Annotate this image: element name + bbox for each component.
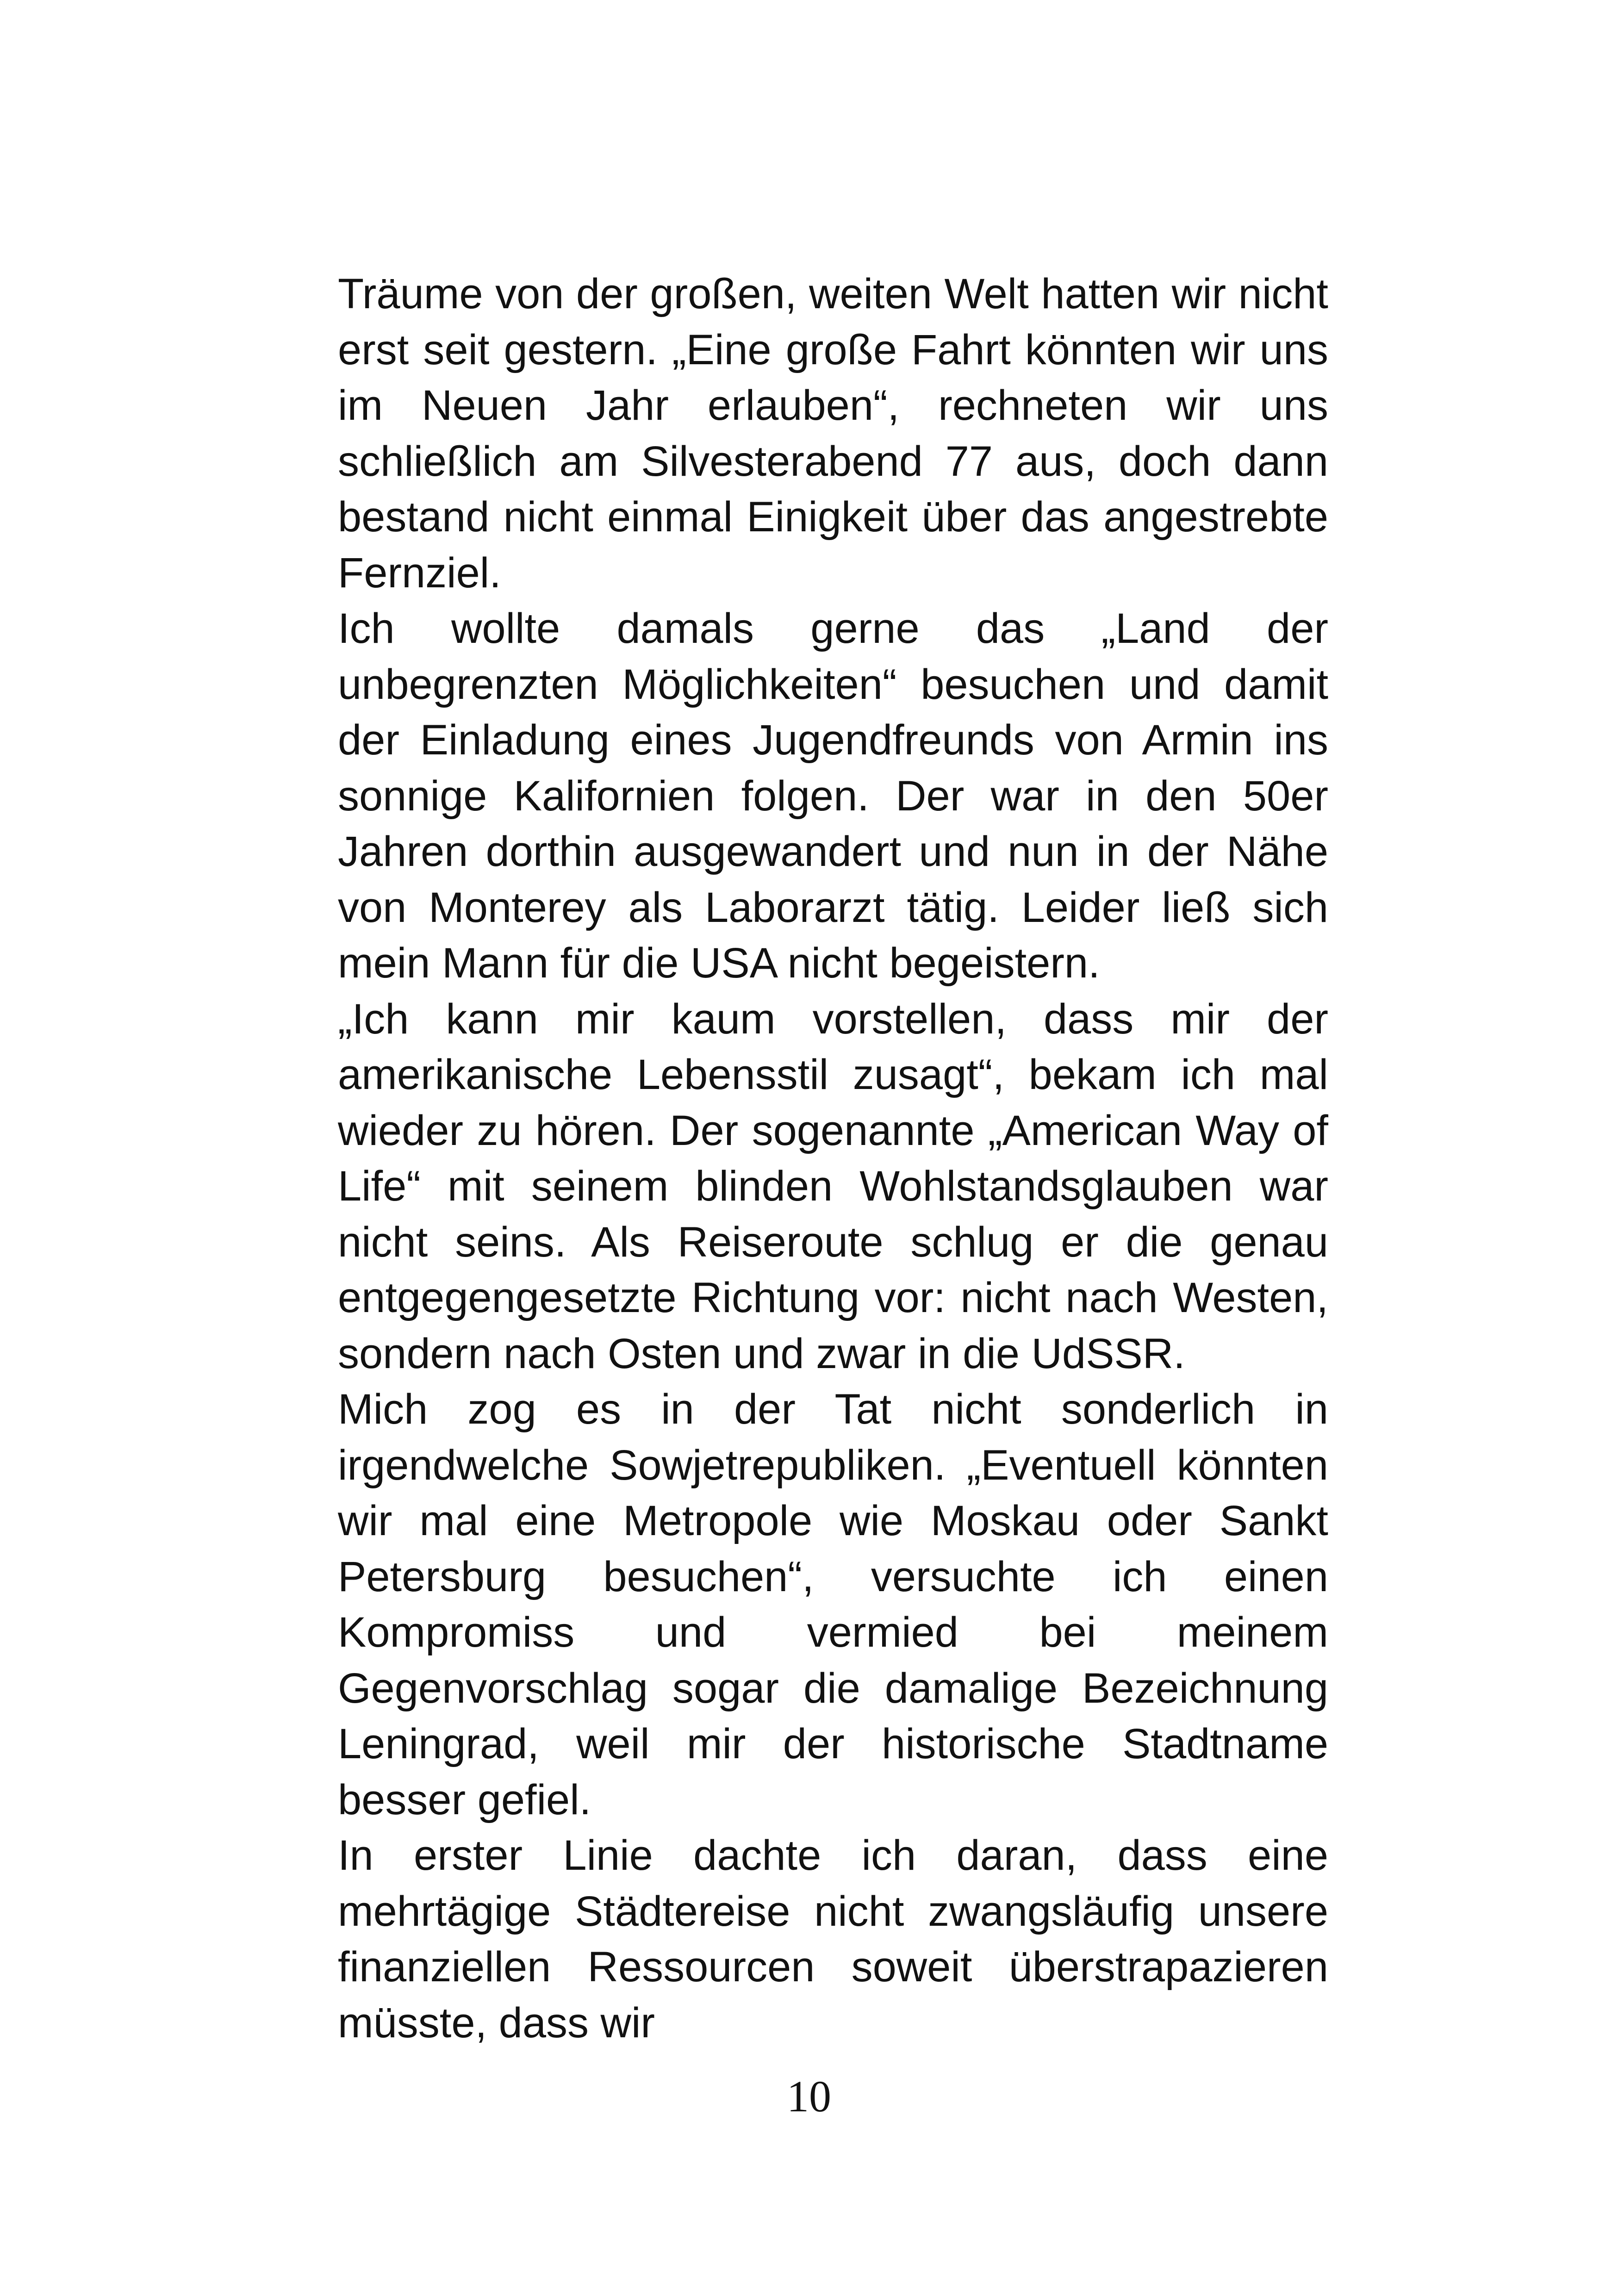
body-text [338,266,1328,2051]
paragraph: Träume von der großen, weiten Welt hatten wir nicht erst seit gestern. „Eine große Fahrt könnten wir uns im Neuen Jahr erlauben“, rechneten wir uns schließlich am Silvesterabend 77 aus, doch dann bestand nicht einmal Einigkeit über das angestrebte Fernziel. [338,270,1328,597]
page-number: 10 [787,2072,831,2121]
paragraph: In erster Linie dachte ich daran, dass eine mehrtägige Städtereise nicht zwangsläufig unsere finanziellen Ressourcen soweit überstrapazieren müsste, dass wir [338,1832,1328,2047]
paragraph: Ich wollte damals gerne das „Land der unbegrenzten Möglichkeiten“ besuchen und damit der Einladung eines Jugendfreunds von Armin ins sonnige Kalifornien folgen. Der war in den 50er Jahren dorthin ausgewandert und nun in der Nähe von Monterey als Laborarzt tätig. Leider ließ sich mein Mann für die USA nicht begeistern. [338,605,1328,987]
paragraph: Mich zog es in der Tat nicht sonderlich in irgendwelche Sowjetrepubliken. „Eventuell könnten wir mal eine Metropole wie Moskau oder Sankt Petersburg besuchen“, versuchte ich einen Kompromiss und vermied bei meinem Gegenvorschlag sogar die damalige Bezeichnung Leningrad, weil mir der historische Stadtname besser gefiel. [338,1386,1328,1823]
paragraph: „Ich kann mir kaum vorstellen, dass mir der amerikanische Lebensstil zusagt“, bekam ich mal wieder zu hören. Der sogenannte „American Way of Life“ mit seinem blinden Wohlstandsglauben war nicht seins. Als Reiseroute schlug er die genau entgegengesetzte Richtung vor: nicht nach Westen, sondern nach Osten und zwar in die UdSSR. [338,995,1328,1377]
